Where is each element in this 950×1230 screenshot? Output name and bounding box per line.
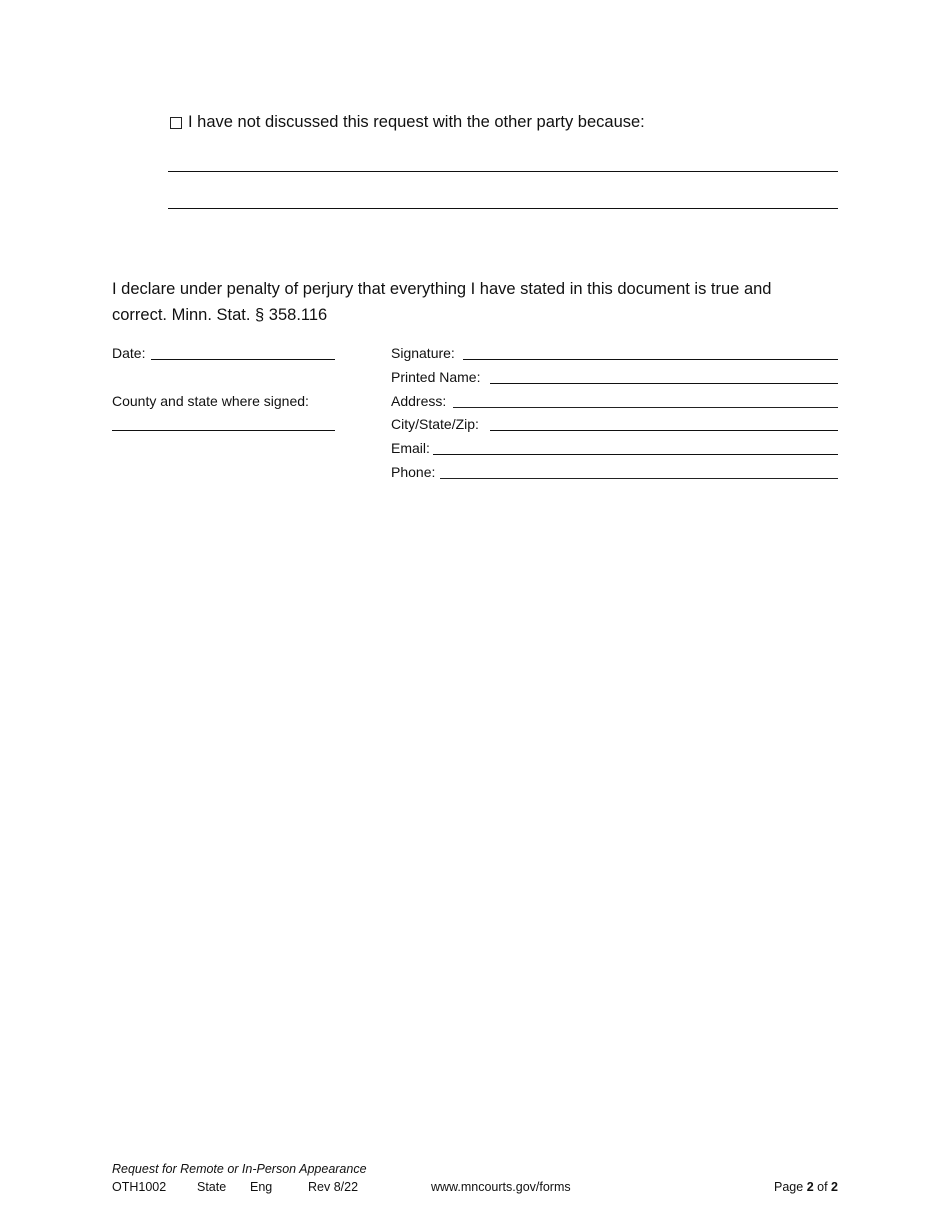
date-field[interactable] <box>151 359 335 360</box>
phone-label: Phone: <box>391 464 436 480</box>
declaration-line-1: I declare under penalty of perjury that everything I have stated in this document is true and <box>112 280 772 298</box>
address-field[interactable] <box>453 407 838 408</box>
printed-name-label: Printed Name: <box>391 369 481 385</box>
phone-field[interactable] <box>440 478 838 479</box>
page-prefix: Page <box>774 1180 804 1194</box>
city-state-zip-label: City/State/Zip: <box>391 416 479 432</box>
city-state-zip-field[interactable] <box>490 430 838 431</box>
email-field[interactable] <box>433 454 838 455</box>
declaration-line-2: correct. Minn. Stat. § 358.116 <box>112 306 328 324</box>
not-discussed-row <box>170 113 645 132</box>
address-label: Address: <box>391 393 447 409</box>
page-of: of <box>817 1180 828 1194</box>
county-state-label: County and state where signed: <box>112 393 309 409</box>
page-current: 2 <box>806 1180 814 1194</box>
page-total: 2 <box>831 1180 838 1194</box>
email-label: Email: <box>391 440 430 456</box>
date-label: Date: <box>112 345 146 361</box>
printed-name-field[interactable] <box>490 383 838 384</box>
declaration-text <box>112 276 832 328</box>
footer-url[interactable]: www.mncourts.gov/forms <box>431 1180 571 1194</box>
county-state-field[interactable] <box>112 430 335 431</box>
footer-jurisdiction: State <box>197 1180 227 1194</box>
signature-label: Signature: <box>391 345 455 361</box>
not-discussed-checkbox[interactable] <box>170 117 182 129</box>
footer-language: Eng <box>250 1180 273 1194</box>
signature-field[interactable] <box>463 359 838 360</box>
footer-page-number <box>774 1180 838 1194</box>
reason-line-1[interactable] <box>168 171 838 172</box>
footer-form-title: Request for Remote or In-Person Appearance <box>112 1162 367 1176</box>
not-discussed-label: I have not discussed this request with the other party because: <box>188 113 645 131</box>
footer-form-code: OTH1002 <box>112 1180 167 1194</box>
footer-revision: Rev 8/22 <box>308 1180 359 1194</box>
reason-line-2[interactable] <box>168 208 838 209</box>
